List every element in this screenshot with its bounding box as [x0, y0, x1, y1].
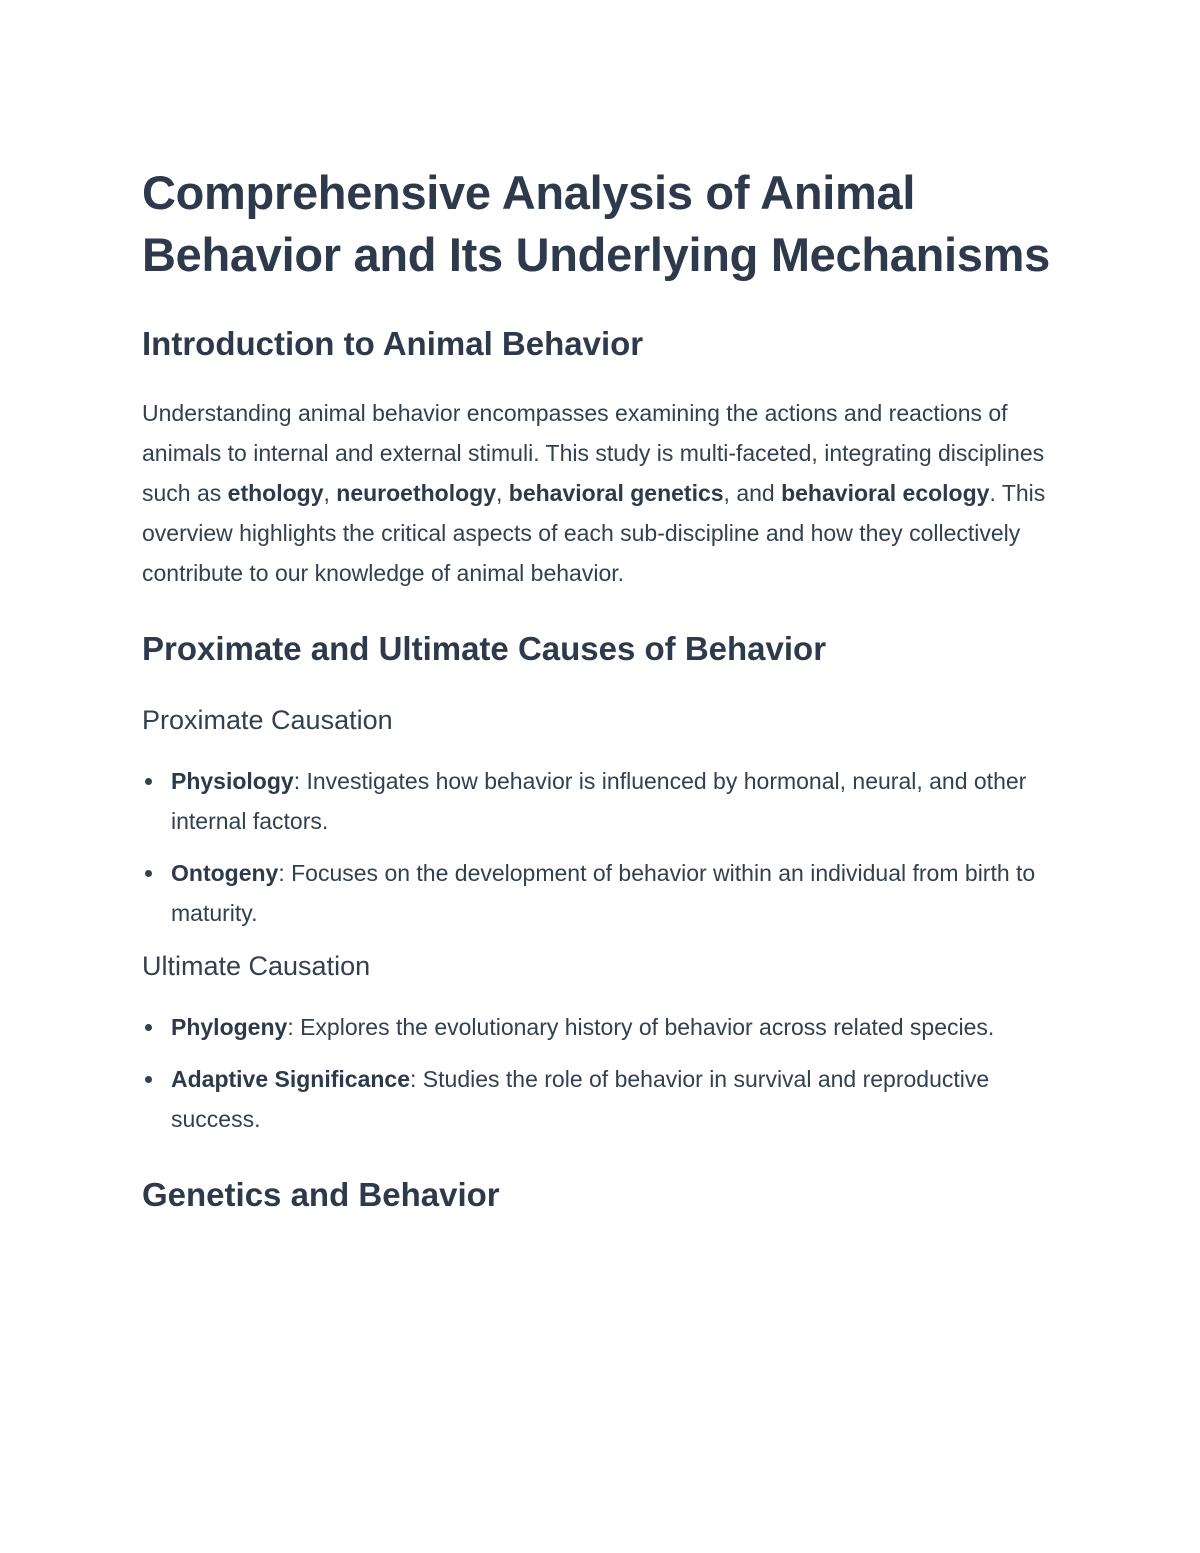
list-item-term: Physiology	[171, 768, 294, 794]
list-item-text: : Focuses on the development of behavior within an individual from birth to maturity.	[171, 860, 1036, 926]
list-item-text: : Studies the role of behavior in survival and reproductive success.	[171, 1066, 990, 1132]
proximate-causation-list	[142, 761, 1072, 933]
section-heading-introduction: Introduction to Animal Behavior	[142, 325, 644, 362]
term-ethology: ethology	[227, 480, 324, 506]
intro-text-end: . This overview highlights the critical aspects of each sub-discipline and how they collectively contribute to our knowledge of animal behavior.	[142, 480, 1046, 586]
list-item-text: : Explores the evolutionary history of behavior across related species.	[287, 1014, 995, 1040]
document-page	[142, 162, 1072, 1216]
subheading-proximate-causation: Proximate Causation	[142, 705, 393, 735]
ultimate-causation-list	[142, 1007, 1072, 1139]
list-item	[142, 853, 1072, 933]
list-item-term: Phylogeny	[171, 1014, 288, 1040]
document-title: Comprehensive Analysis of Animal Behavior and Its Underlying Mechanisms	[142, 166, 1050, 281]
intro-separator: ,	[323, 480, 337, 506]
subheading-ultimate-causation: Ultimate Causation	[142, 951, 371, 981]
section-heading-genetics: Genetics and Behavior	[142, 1176, 500, 1213]
term-behavioral-ecology: behavioral ecology	[781, 480, 990, 506]
intro-separator: , and	[723, 480, 782, 506]
intro-text-start: Understanding animal behavior encompasses examining the actions and reactions of animals to internal and external stimuli. This study is multi-faceted, integrating disciplines such as	[142, 400, 1045, 506]
section-heading-causes: Proximate and Ultimate Causes of Behavior	[142, 630, 827, 667]
term-neuroethology: neuroethology	[336, 480, 497, 506]
list-item	[142, 1007, 1072, 1047]
list-item-term: Ontogeny	[171, 860, 279, 886]
list-item	[142, 1059, 1072, 1139]
term-behavioral-genetics: behavioral genetics	[508, 480, 724, 506]
list-item-text: : Investigates how behavior is influenced by hormonal, neural, and other internal factors.	[171, 768, 1027, 834]
list-item	[142, 761, 1072, 841]
intro-separator: ,	[496, 480, 509, 506]
introduction-paragraph	[142, 393, 1072, 593]
list-item-term: Adaptive Significance	[171, 1066, 411, 1092]
